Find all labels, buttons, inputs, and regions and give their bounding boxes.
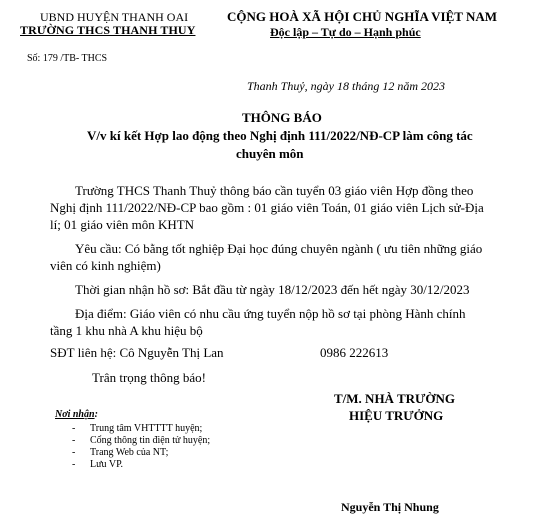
signature-on-behalf: T/M. NHÀ TRƯỜNG [334,391,455,406]
recipients-label-colon: : [94,409,98,420]
org-school: TRƯỜNG THCS THANH THUY [20,23,196,37]
para3: Thời gian nhận hồ sơ: Bắt đầu từ ngày 18/12/2023 đến hết ngày 30/12/2023 [75,282,470,297]
doc-number: Số: 179 /TB- THCS [27,53,108,64]
signature-position: HIỆU TRƯỞNG [349,408,444,423]
para1-line1: Trường THCS Thanh Thuỷ thông báo cần tuyển 03 giáo viên Hợp đồng theo [75,183,474,198]
org-parent: UBND HUYỆN THANH OAI [40,10,189,24]
para2-line2: viên có kinh nghiệm) [50,258,161,273]
recipient-item: - Trang Web của NT; [72,447,210,459]
para1-line3: lí; 01 giáo viên môn KHTN [50,217,195,232]
closing-text: Trân trọng thông báo! [92,370,206,385]
recipients-label [55,409,98,420]
signature-name: Nguyễn Thị Nhung [341,500,439,514]
recipient-item: - Cổng thông tin điện tử huyện; [72,435,210,447]
motto: Độc lập – Tự do – Hạnh phúc [270,25,421,39]
recipient-item: - Lưu VP. [72,459,210,471]
para1-line2: Nghị định 111/2022/NĐ-CP bao gồm : 01 giáo viên Toán, 01 giáo viên Lịch sử-Địa [50,200,484,215]
para2-line1: Yêu cầu: Có bằng tốt nghiệp Đại học đúng chuyên ngành ( ưu tiên những giáo [75,241,483,256]
notice-subject-line-2: chuyên môn [236,146,304,161]
notice-subject-line-1: V/v kí kết Hợp lao động theo Nghị định 111/2022/NĐ-CP làm công tác [87,128,473,143]
para4-line2: tầng 1 khu nhà A khu hiệu bộ [50,323,203,338]
phone-number: 0986 222613 [320,345,389,360]
nation-title: CỘNG HOÀ XÃ HỘI CHỦ NGHĨA VIỆT NAM [227,9,498,24]
place-date: Thanh Thuỷ, ngày 18 tháng 12 năm 2023 [247,79,445,93]
recipient-item: - Trung tâm VHTTTT huyện; [72,423,210,435]
recipients-list [72,423,210,471]
notice-heading: THÔNG BÁO [242,110,322,125]
para4-line1: Địa điểm: Giáo viên có nhu cầu ứng tuyển nộp hồ sơ tại phòng Hành chính [75,306,466,321]
phone-label: SĐT liên hệ: Cô Nguyễn Thị Lan [50,345,224,360]
recipients-label-text: Nơi nhận [55,409,95,420]
